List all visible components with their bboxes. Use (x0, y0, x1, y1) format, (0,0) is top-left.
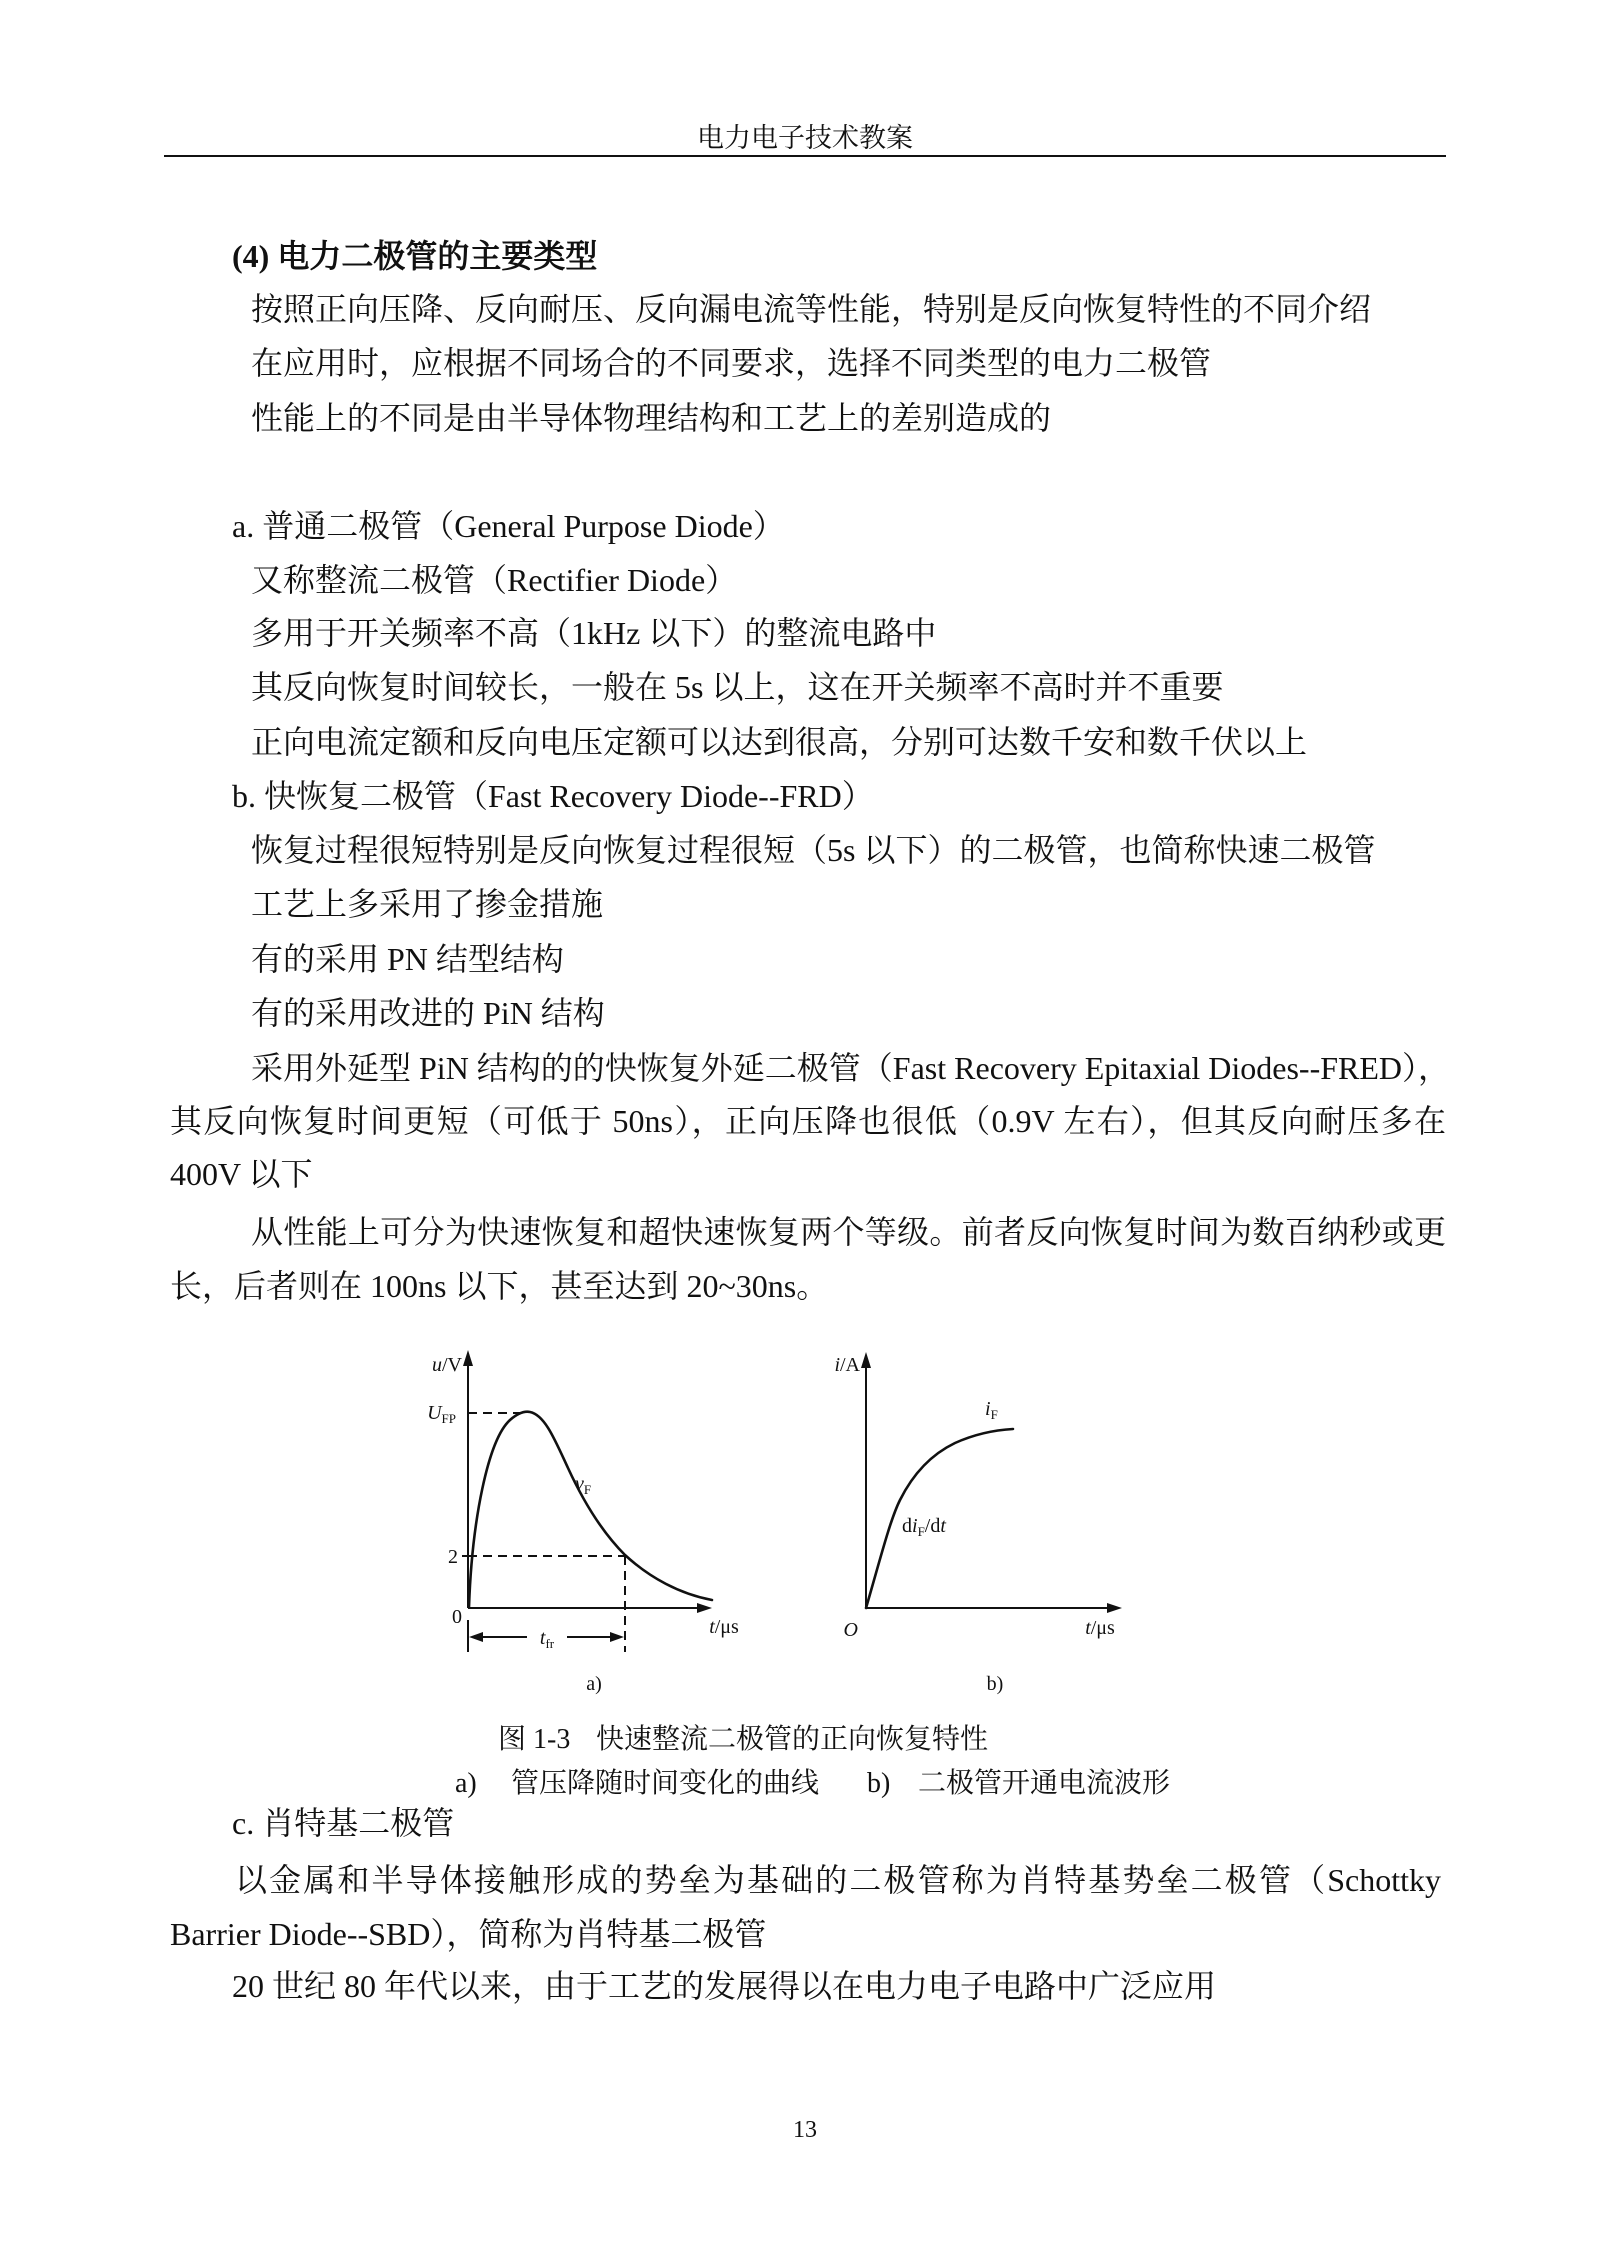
panel-a-y-axis-label: u/V (432, 1354, 462, 1376)
grade-paragraph-line-2: 长，后者则在 100ns 以下，甚至达到 20~30ns。 (170, 1268, 829, 1304)
schottky-definition-line-1: 以金属和半导体接触形成的势垒为基础的二极管称为肖特基势垒二极管（Schottky (235, 1862, 1441, 1898)
fred-paragraph-line-2: 其反向恢复时间更短（可低于 50ns），正向压降也很低（0.9V 左右），但其反向耐压多在 (170, 1103, 1446, 1139)
intro-line-1: 按照正向压降、反向耐压、反向漏电流等性能，特别是反向恢复特性的不同介绍 (251, 291, 1372, 327)
subcaption-b-text: 二极管开通电流波形 (918, 1768, 1171, 1799)
subcaption-b-tag: b) (867, 1768, 891, 1799)
forward-voltage-curve (469, 1412, 712, 1607)
fred-paragraph-line-3: 400V 以下 (170, 1156, 313, 1192)
panel-a-y-axis-arrow (463, 1350, 473, 1366)
intro-line-3: 性能上的不同是由半导体物理结构和工艺上的差别造成的 (251, 400, 1052, 436)
intro-line-2: 在应用时，应根据不同场合的不同要求，选择不同类型的电力二极管 (251, 345, 1212, 381)
panel-a-tag: a) (586, 1673, 602, 1695)
panel-a-x-axis-label: t/μs (709, 1616, 739, 1638)
subcaption-a-text: 管压降随时间变化的曲线 (511, 1768, 820, 1799)
schottky-diode-title: c. 肖特基二极管 (232, 1805, 455, 1841)
fast-recovery-line-2: 工艺上多采用了掺金措施 (251, 886, 604, 922)
panel-b-x-axis-arrow (1107, 1603, 1122, 1613)
panel-b-plot (834, 1352, 1122, 1695)
forward-voltage-curve-label: $v_F$ (575, 1473, 592, 1497)
peak-voltage-label: $U_{FP}$ (427, 1402, 456, 1426)
fast-recovery-diode-title: b. 快恢复二极管（Fast Recovery Diode--FRD） (232, 778, 874, 814)
general-purpose-line-3: 其反向恢复时间较长，一般在 5s 以上，这在开关频率不高时并不重要 (251, 669, 1224, 705)
general-purpose-diode-title: a. 普通二极管（General Purpose Diode） (232, 508, 785, 544)
schottky-line-1: 20 世纪 80 年代以来，由于工艺的发展得以在电力电子电路中广泛应用 (232, 1968, 1217, 2004)
fast-recovery-line-3: 有的采用 PN 结型结构 (251, 941, 564, 977)
subcaption-a-tag: a) (455, 1768, 477, 1799)
general-purpose-line-4: 正向电流定额和反向电压定额可以达到很高，分别可达数千安和数千伏以上 (251, 724, 1308, 760)
fast-recovery-line-4: 有的采用改进的 PiN 结构 (251, 995, 605, 1031)
forward-current-curve-label: $i_F$ (985, 1398, 998, 1422)
panel-a-origin-label: 0 (452, 1606, 462, 1628)
section-heading: (4) 电力二极管的主要类型 (232, 238, 598, 274)
general-purpose-line-1: 又称整流二极管（Rectifier Diode） (251, 562, 738, 598)
header-rule (164, 155, 1446, 157)
panel-b-y-axis-arrow (861, 1352, 871, 1368)
panel-b-tag: b) (986, 1673, 1004, 1695)
panel-b-origin-label: O (843, 1619, 858, 1641)
panel-a-plot (427, 1350, 739, 1695)
page-number: 13 (793, 2117, 817, 2143)
recovery-dimension-arrow-left (469, 1632, 483, 1642)
schottky-definition-line-2: Barrier Diode--SBD），简称为肖特基二极管 (170, 1916, 767, 1952)
level-2-label: 2 (448, 1546, 458, 1568)
figure-number: 图 1-3 (498, 1724, 571, 1755)
fast-recovery-line-1: 恢复过程很短特别是反向恢复过程很短（5s 以下）的二极管，也简称快速二极管 (251, 832, 1376, 868)
panel-b-x-axis-label: t/μs (1085, 1617, 1115, 1639)
general-purpose-line-2: 多用于开关频率不高（1kHz 以下）的整流电路中 (251, 615, 937, 651)
running-header-title: 电力电子技术教案 (697, 123, 913, 153)
panel-b-y-axis-label: i/A (834, 1354, 860, 1376)
panel-a-x-axis-arrow (697, 1603, 712, 1613)
figure-title: 快速整流二极管的正向恢复特性 (596, 1724, 989, 1755)
grade-paragraph-line-1: 从性能上可分为快速恢复和超快速恢复两个等级。前者反向恢复时间为数百纳秒或更 (251, 1214, 1446, 1250)
current-slope-label: $di_F/dt$ (902, 1515, 946, 1539)
recovery-time-label: $t_{fr}$ (539, 1627, 555, 1651)
recovery-dimension-arrow-right (610, 1632, 624, 1642)
figure-1-3-diagram (400, 1330, 1180, 1700)
fred-paragraph-line-1: 采用外延型 PiN 结构的的快恢复外延二极管（Fast Recovery Epitaxial Diodes--FRED）， (251, 1050, 1451, 1086)
